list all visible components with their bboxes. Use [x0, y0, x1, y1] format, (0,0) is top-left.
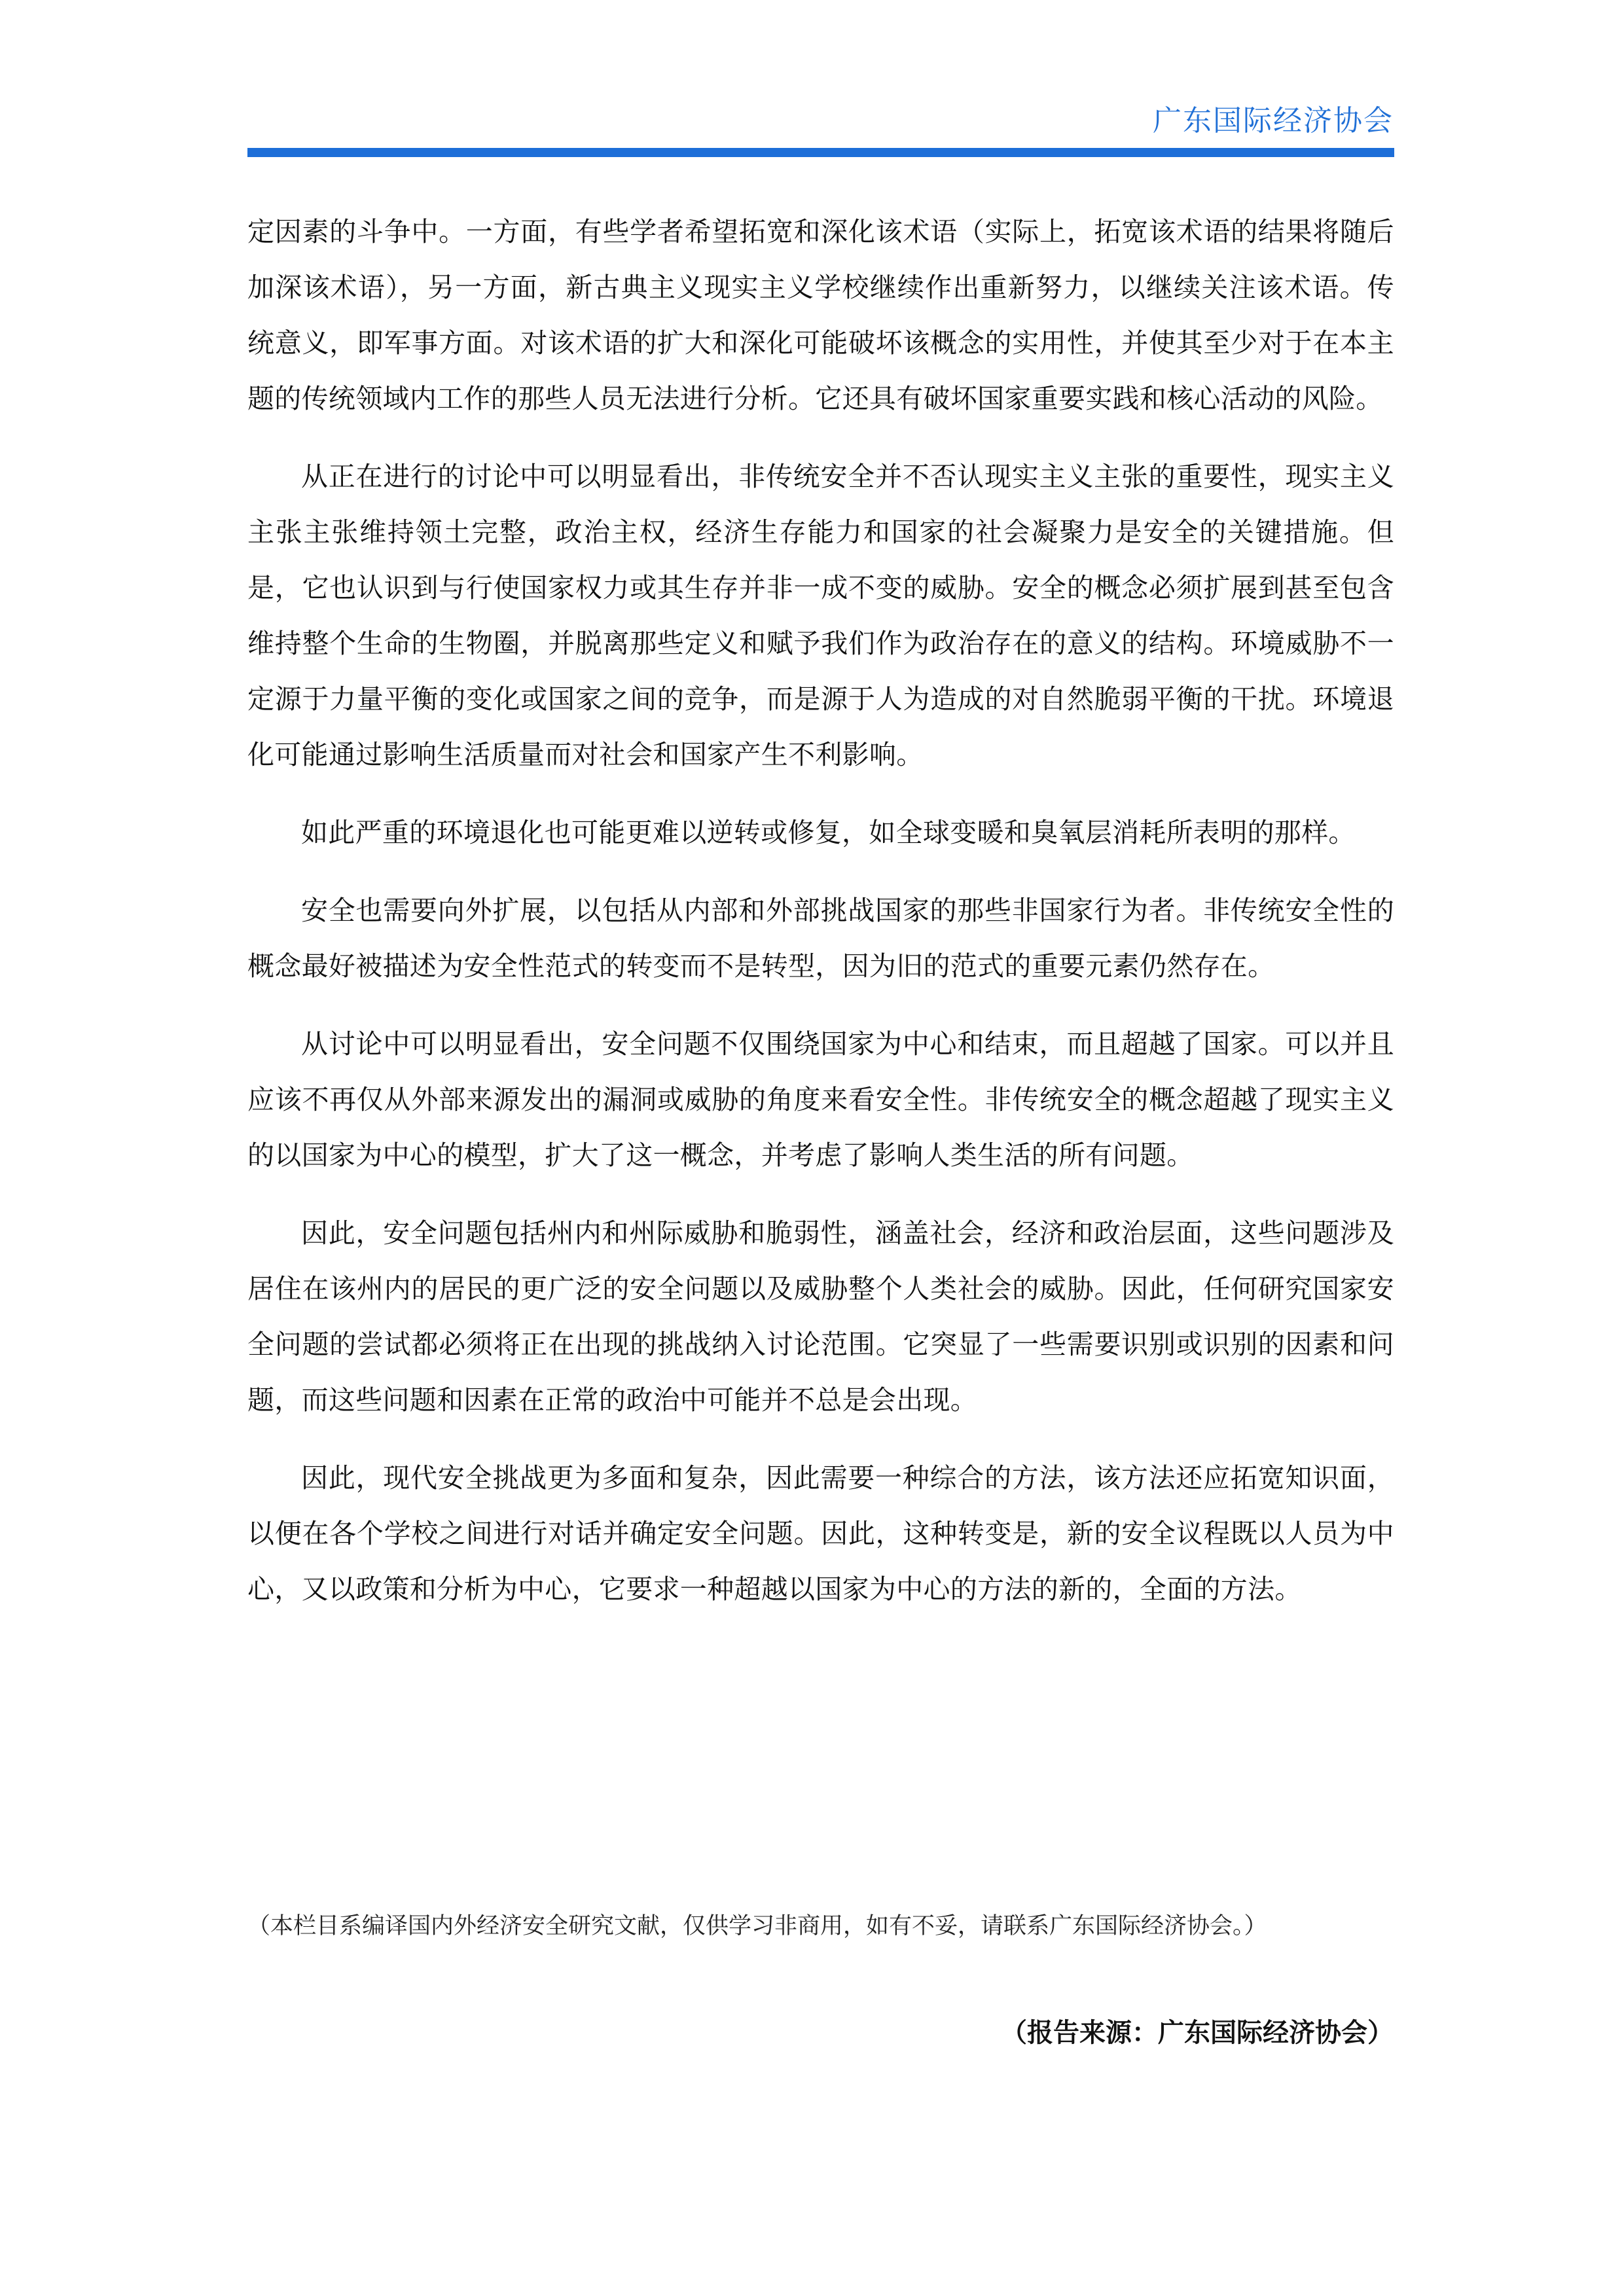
paragraph-3: 如此严重的环境退化也可能更难以逆转或修复，如全球变暖和臭氧层消耗所表明的那样。 [301, 817, 1356, 848]
paragraph-6: 因此，安全问题包括州内和州际威胁和脆弱性，涵盖社会，经济和政治层面，这些问题涉及居住在该州内的居民的更广泛的安全问题以及威胁整个人类社会的威胁。因此，任何研究国家安全问题的尝试都必须将正在出现的挑战纳入讨论范围。它突显了一些需要识别或识别的因素和问题，而这些问题和因素在正常的政治中可能并不总是会出现。 [247, 1217, 1394, 1416]
disclaimer-note: （本栏目系编译国内外经济安全研究文献，仅供学习非商用，如有不妥，请联系广东国际经济协会。） [247, 1913, 1267, 1939]
paragraph-7: 因此，现代安全挑战更为多面和复杂，因此需要一种综合的方法，该方法还应拓宽知识面，以便在各个学校之间进行对话并确定安全问题。因此，这种转变是，新的安全议程既以人员为中心，又以政策和分析为中心，它要求一种超越以国家为中心的方法的新的，全面的方法。 [247, 1462, 1394, 1605]
header-organization-title: 广东国际经济协会 [1153, 104, 1394, 137]
paragraph-2: 从正在进行的讨论中可以明显看出，非传统安全并不否认现实主义主张的重要性，现实主义主张主张维持领土完整，政治主权，经济生存能力和国家的社会凝聚力是安全的关键措施。但是，它也认识到与行使国家权力或其生存并非一成不变的威胁。安全的概念必须扩展到甚至包含维持整个生命的生物圈，并脱离那些定义和赋予我们作为政治存在的意义的结构。环境威胁不一定源于力量平衡的变化或国家之间的竞争，而是源于人为造成的对自然脆弱平衡的干扰。环境退化可能通过影响生活质量而对社会和国家产生不利影响。 [247, 461, 1394, 770]
report-source: （报告来源：广东国际经济协会） [1001, 2018, 1394, 2048]
article-body [247, 204, 1394, 1640]
paragraph-1: 定因素的斗争中。一方面，有些学者希望拓宽和深化该术语（实际上，拓宽该术语的结果将随后加深该术语），另一方面，新古典主义现实主义学校继续作出重新努力，以继续关注该术语。传统意义，即军事方面。对该术语的扩大和深化可能破坏该概念的实用性，并使其至少对于在本主题的传统领域内工作的那些人员无法进行分析。它还具有破坏国家重要实践和核心活动的风险。 [247, 216, 1394, 414]
paragraph-5: 从讨论中可以明显看出，安全问题不仅围绕国家为中心和结束，而且超越了国家。可以并且应该不再仅从外部来源发出的漏洞或威胁的角度来看安全性。非传统安全的概念超越了现实主义的以国家为中心的模型，扩大了这一概念，并考虑了影响人类生活的所有问题。 [247, 1028, 1394, 1171]
paragraph-4: 安全也需要向外扩展，以包括从内部和外部挑战国家的那些非国家行为者。非传统安全性的概念最好被描述为安全性范式的转变而不是转型，因为旧的范式的重要元素仍然存在。 [247, 895, 1394, 982]
header-divider [247, 148, 1394, 157]
